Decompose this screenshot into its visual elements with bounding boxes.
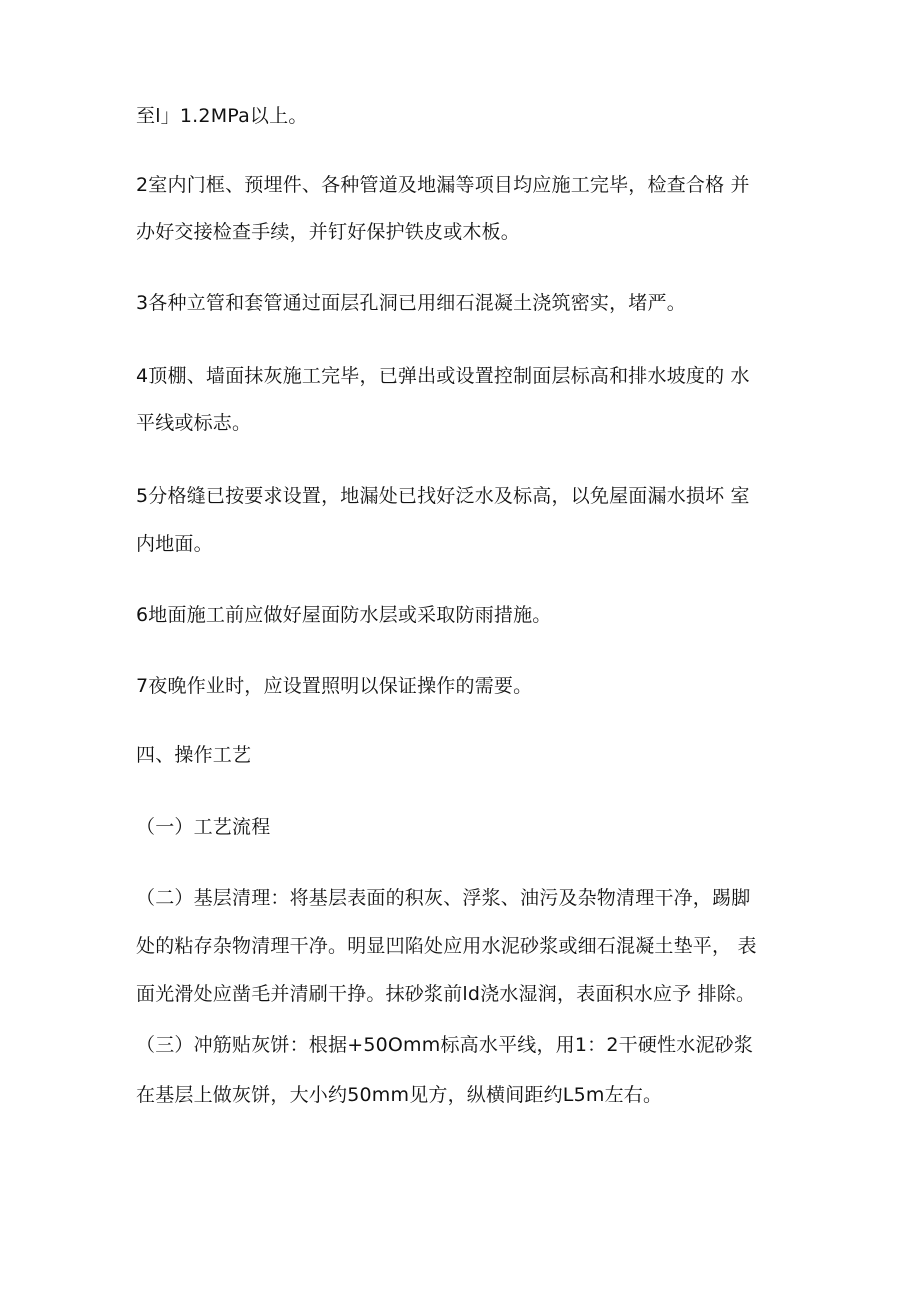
text-line: 3各种立管和套管通过面层孔洞已用细石混凝土浇筑密实，堵严。 <box>136 292 686 314</box>
text-line: 在基层上做灰饼，大小约50mm见方，纵横间距约L5m左右。 <box>136 1084 663 1106</box>
text-line: （三）冲筋贴灰饼：根据+50Omm标高水平线，用1：2干硬性水泥砂浆 <box>136 1034 754 1056</box>
text-line: 6地面施工前应做好屋面防水层或采取防雨措施。 <box>136 604 552 626</box>
text-line: 平线或标志。 <box>136 412 252 434</box>
text-line: （二）基层清理：将基层表面的积灰、浮浆、油污及杂物清理干净，踢脚 <box>136 887 751 909</box>
text-line: 5分格缝已按要求设置，地漏处已找好泛水及标高，以免屋面漏水损坏 室 <box>136 485 750 507</box>
text-line: 面光滑处应凿毛并清刷干挣。抹砂浆前ld浇水湿润，表面积水应予 排除。 <box>136 983 756 1005</box>
text-line: 7夜晚作业时，应设置照明以保证操作的需要。 <box>136 675 533 697</box>
text-line: 内地面。 <box>136 533 213 555</box>
section-heading: 四、操作工艺 <box>136 744 252 766</box>
text-line: 2室内门框、预埋件、各种管道及地漏等项目均应施工完毕，检查合格 并 <box>136 174 750 196</box>
text-line: 4顶棚、墙面抹灰施工完毕，已弹出或设置控制面层标高和排水坡度的 水 <box>136 365 750 387</box>
text-line: 办好交接检查手续，并钉好保护铁皮或木板。 <box>136 221 521 243</box>
text-line: 处的粘存杂物清理干净。明显凹陷处应用水泥砂浆或细石混凝土垫平， 表 <box>136 935 757 957</box>
text-line: 至l」1.2MPa以上。 <box>136 105 308 127</box>
subsection-heading: （一）工艺流程 <box>136 816 271 838</box>
